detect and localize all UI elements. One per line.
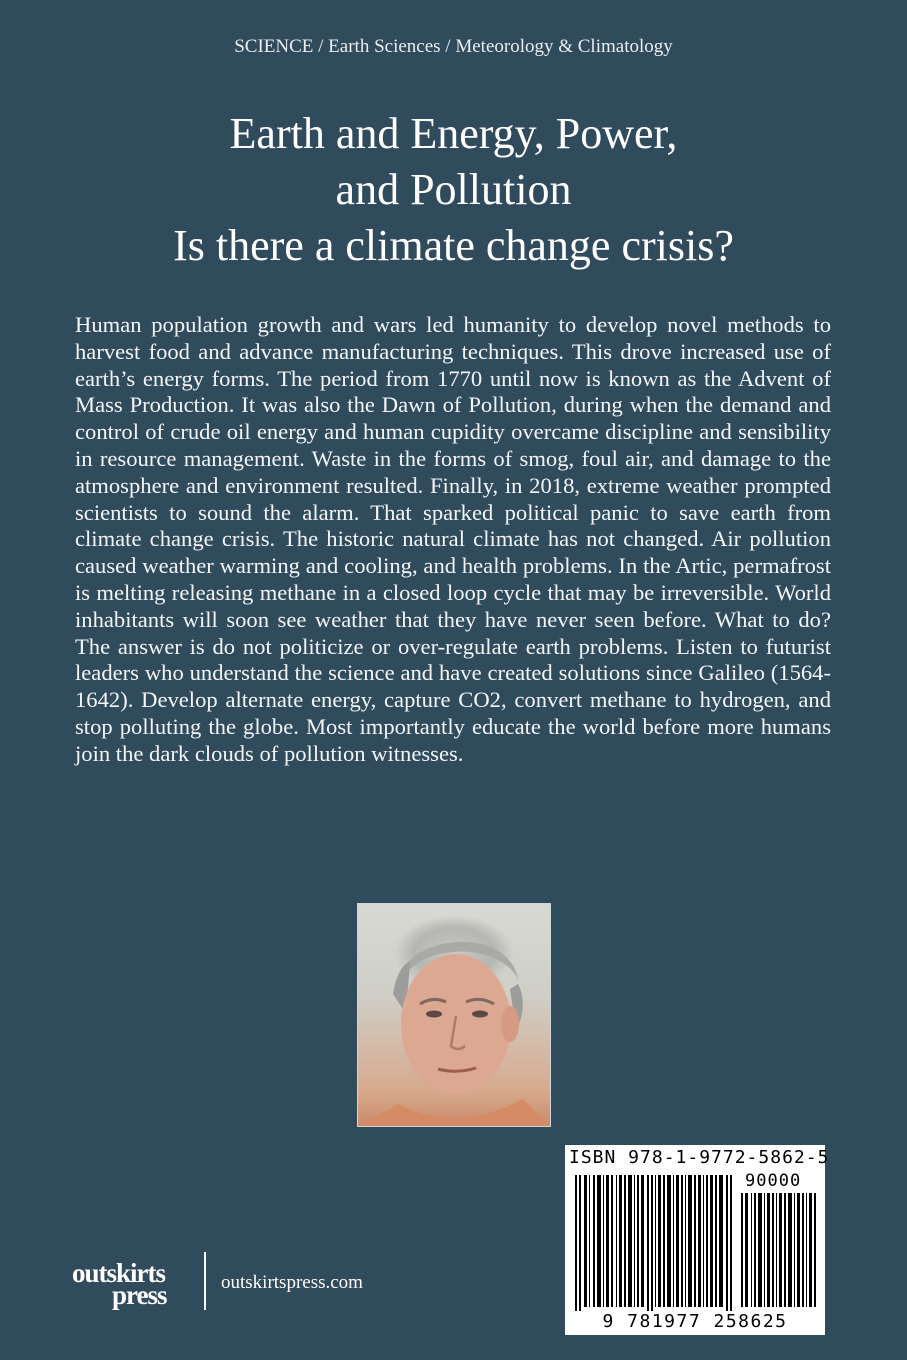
isbn-barcode: [565, 1145, 830, 1335]
book-description: Human population growth and wars led humanity to develop novel methods to harvest food and advance manufacturing techniques. This drove increased use of earth’s energy forms. The period from 1770 until now is known as the Advent of Mass Production. It was also the Dawn of Pollution, during when the demand and control of crude oil energy and human cupidity overcame discipline and sensibility in resource management. Waste in the forms of smog, foul air, and damage to the atmosphere and environment resulted. Finally, in 2018, extreme weather prompted scientists to sound the alarm. That sparked political panic to save earth from climate change crisis. The historic natural climate has not changed. Air pollution caused weather warming and cooling, and health problems. In the Artic, permafrost is melting releasing methane in a closed loop cycle that may be irreversible. World inhabitants will soon see weather that they have never seen before. What to do? The answer is do not politicize or over-regulate earth problems. Listen to futurist leaders who understand the science and have created solutions since Galileo (1564-1642). Develop alternate energy, capture CO2, convert methane to hydrogen, and stop polluting the globe. Most importantly educate the world before more humans join the dark clouds of pollution witnesses.: [75, 312, 831, 766]
book-title: [0, 106, 907, 274]
isbn-label: ISBN 978-1-9772-5862-5: [569, 1147, 830, 1168]
title-line-3: Is there a climate change crisis?: [173, 221, 734, 270]
divider: [204, 1252, 206, 1310]
title-line-1: Earth and Energy, Power,: [229, 109, 678, 158]
category-line: SCIENCE / Earth Sciences / Meteorology & Climatology: [234, 36, 673, 57]
author-photo: [357, 903, 551, 1127]
publisher-logo: [72, 1258, 192, 1308]
logo-line-1: outskirts: [72, 1258, 166, 1288]
price-code: 90000: [745, 1171, 802, 1191]
logo-line-2: press: [112, 1280, 167, 1310]
title-line-2: and Pollution: [335, 165, 572, 214]
isbn-digits: 9 781977 258625: [565, 1311, 825, 1332]
publisher-website: outskirtspress.com: [221, 1272, 363, 1293]
barcode-bars: [575, 1175, 735, 1313]
addon-barcode-bars: [741, 1193, 817, 1307]
